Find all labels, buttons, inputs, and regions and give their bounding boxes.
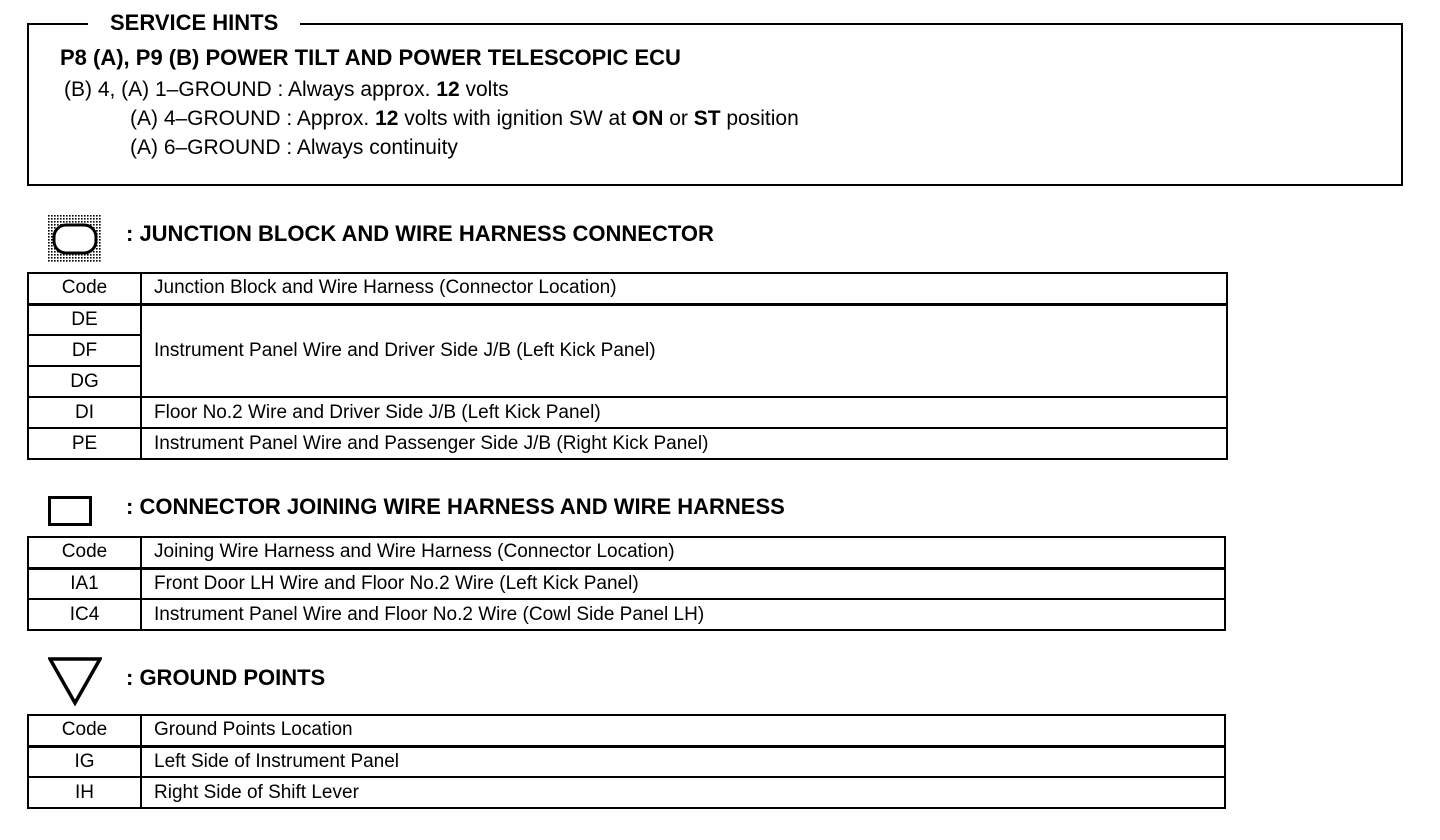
row-code: DE (28, 304, 141, 335)
header-desc: Ground Points Location (141, 715, 1225, 746)
table-row (28, 599, 1225, 630)
header-code: Code (28, 537, 141, 568)
table-row (28, 304, 1227, 335)
row-desc: Front Door LH Wire and Floor No.2 Wire (Left Kick Panel) (141, 568, 1225, 599)
row-desc: Instrument Panel Wire and Passenger Side J/B (Right Kick Panel) (141, 428, 1227, 459)
row-desc: Right Side of Shift Lever (141, 777, 1225, 808)
header-desc: Junction Block and Wire Harness (Connector Location) (141, 273, 1227, 304)
table-header-row (28, 537, 1225, 568)
ground-triangle-icon (48, 657, 102, 707)
table-row (28, 777, 1225, 808)
ground-section-title: : GROUND POINTS (126, 665, 326, 690)
junction-section-title: : JUNCTION BLOCK AND WIRE HARNESS CONNECTOR (126, 221, 714, 246)
ground-table (27, 714, 1226, 809)
table-row (28, 746, 1225, 777)
hint-line-1: (B) 4, (A) 1–GROUND : Always approx. 12 volts (64, 78, 509, 101)
row-code: IA1 (28, 568, 141, 599)
header-desc: Joining Wire Harness and Wire Harness (Connector Location) (141, 537, 1225, 568)
service-hints-title: SERVICE HINTS (88, 10, 300, 36)
hint-line-2: (A) 4–GROUND : Approx. 12 volts with ignition SW at ON or ST position (130, 107, 799, 130)
table-row (28, 568, 1225, 599)
row-desc: Left Side of Instrument Panel (141, 746, 1225, 777)
table-header-row (28, 715, 1225, 746)
connector-section-title: : CONNECTOR JOINING WIRE HARNESS AND WIRE HARNESS (126, 494, 785, 519)
row-desc-merged: Instrument Panel Wire and Driver Side J/B (Left Kick Panel) (141, 304, 1227, 397)
junction-table (27, 272, 1228, 460)
row-code: PE (28, 428, 141, 459)
row-code: DI (28, 397, 141, 428)
junction-block-icon (48, 215, 102, 263)
service-hints-heading: P8 (A), P9 (B) POWER TILT AND POWER TELESCOPIC ECU (60, 45, 681, 70)
header-code: Code (28, 715, 141, 746)
row-code: IH (28, 777, 141, 808)
hint-line-3: (A) 6–GROUND : Always continuity (130, 136, 458, 159)
table-row (28, 428, 1227, 459)
connector-table (27, 536, 1226, 631)
header-code: Code (28, 273, 141, 304)
row-code: IC4 (28, 599, 141, 630)
row-code: IG (28, 746, 141, 777)
row-code: DF (28, 335, 141, 366)
row-code: DG (28, 366, 141, 397)
table-row (28, 397, 1227, 428)
row-desc: Floor No.2 Wire and Driver Side J/B (Left Kick Panel) (141, 397, 1227, 428)
row-desc: Instrument Panel Wire and Floor No.2 Wire (Cowl Side Panel LH) (141, 599, 1225, 630)
connector-rectangle-icon (48, 496, 92, 526)
table-header-row (28, 273, 1227, 304)
